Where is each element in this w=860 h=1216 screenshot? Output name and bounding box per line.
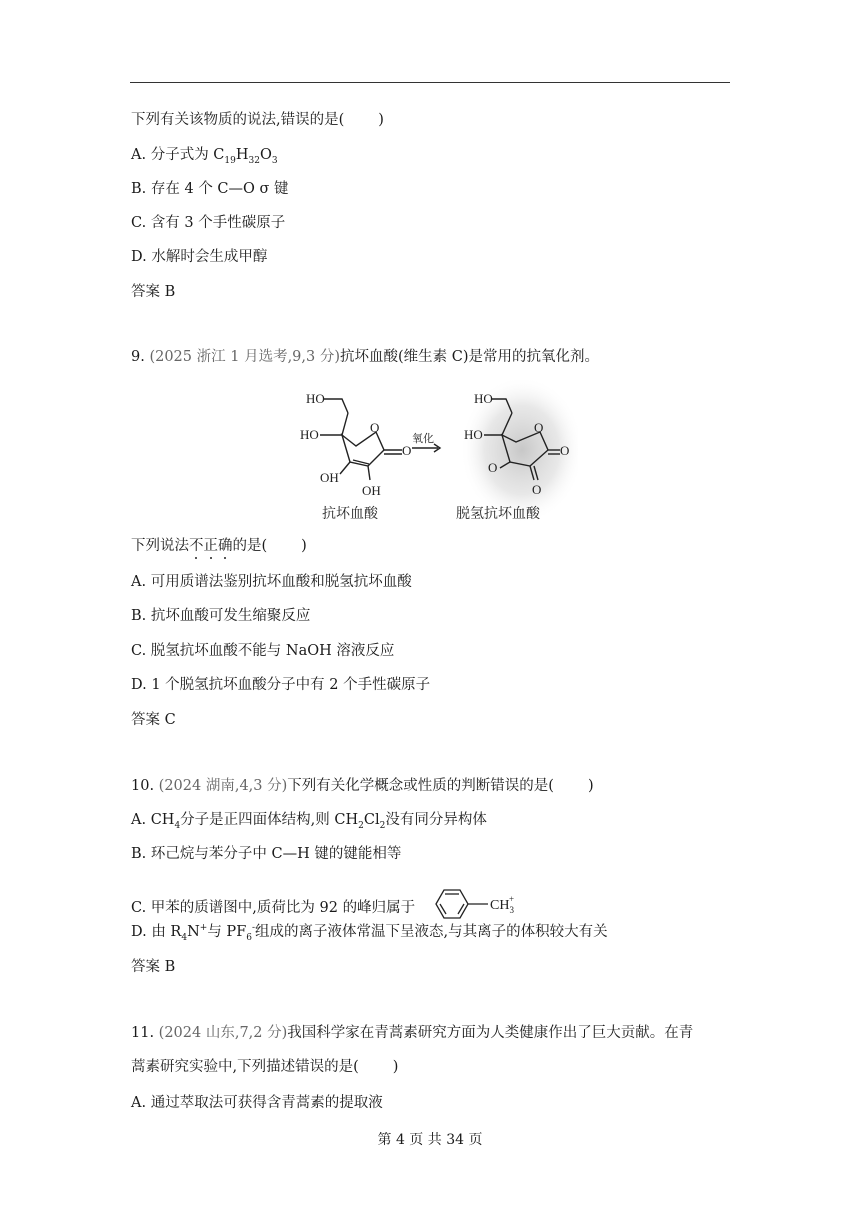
svg-text:CH3+: $CH_3+$ [489, 894, 514, 915]
header-rule [130, 82, 730, 83]
ho-left-mid: HO [300, 427, 319, 442]
oh-left-2: OH [362, 483, 381, 498]
q11-stem-line2: 蒿素研究实验中,下列描述错误的是( ) [131, 1059, 399, 1075]
o-right-keto-2: O [532, 482, 542, 497]
q9-stem: 9. (2025 浙江 1 月选考,9,3 分)抗坏血酸(维生素 C)是常用的抗氧化剂。 [131, 349, 600, 365]
q8-option-d: D. 水解时会生成甲醇 [131, 249, 268, 265]
q9-option-a: A. 可用质谱法鉴别抗坏血酸和脱氢抗坏血酸 [131, 574, 412, 590]
arrow-label: 氧化 [412, 433, 434, 445]
label-dehydroascorbic-acid: 脱氢抗坏血酸 [456, 506, 540, 522]
q9-option-b: B. 抗坏血酸可发生缩聚反应 [131, 608, 311, 624]
ascorbic-acid-oxidation-diagram [284, 380, 578, 524]
q10-option-a: A. $CH_4$分子是正四面体结构,则 $CH_2Cl_2$没有同分异构体 [131, 812, 487, 831]
q8-option-a: A. 分子式为 $C_{19}H_{32}O_3$ [131, 147, 278, 166]
q9-option-d: D. 1 个脱氢抗坏血酸分子中有 2 个手性碳原子 [131, 677, 431, 693]
ho-right-top: HO [474, 391, 493, 406]
toluene-cation-structure [424, 884, 536, 924]
o-right-carbonyl: O [560, 443, 570, 458]
q8-answer: 答案 B [131, 284, 176, 300]
q10-option-c: C. 甲苯的质谱图中,质荷比为 92 的峰归属于 $CH_3+$ [131, 884, 536, 924]
q10-option-d: D. 由 $R_4N^+$与 $PF_6^-$组成的离子液体常温下呈液态,与其离子的体积较大有关 [131, 923, 608, 943]
q10-stem: 10. (2024 湖南,4,3 分)下列有关化学概念或性质的判断错误的是( ) [131, 778, 594, 794]
q11-option-a: A. 通过萃取法可获得含青蒿素的提取液 [131, 1095, 383, 1111]
q8-option-b: B. 存在 4 个 C—O σ 键 [131, 181, 289, 197]
q9-question: 下列说法不正确的是( ) [131, 538, 307, 554]
o-right-keto-1: O [488, 460, 498, 475]
q10-option-b: B. 环己烷与苯分子中 C—H 键的键能相等 [131, 846, 402, 862]
page-footer [0, 1129, 860, 1149]
q9-option-c: C. 脱氢抗坏血酸不能与 NaOH 溶液反应 [131, 643, 395, 659]
q8-stem: 下列有关该物质的说法,错误的是( ) [131, 112, 384, 128]
page-number: 第 4 页 共 34 页 [377, 1132, 483, 1148]
ho-left-top: HO [306, 391, 325, 406]
o-left-ring: O [370, 420, 380, 435]
oh-left-1: OH [320, 470, 339, 485]
q8-option-c: C. 含有 3 个手性碳原子 [131, 215, 286, 231]
label-ascorbic-acid: 抗坏血酸 [322, 506, 378, 522]
q9-answer: 答案 C [131, 712, 176, 728]
q11-stem-line1: 11. (2024 山东,7,2 分)我国科学家在青蒿素研究方面为人类健康作出了巨大贡献。在青 [131, 1025, 694, 1041]
ho-right-mid: HO [464, 427, 483, 442]
o-left-carbonyl: O [402, 443, 412, 458]
o-right-ring: O [534, 420, 544, 435]
q10-answer: 答案 B [131, 959, 176, 975]
